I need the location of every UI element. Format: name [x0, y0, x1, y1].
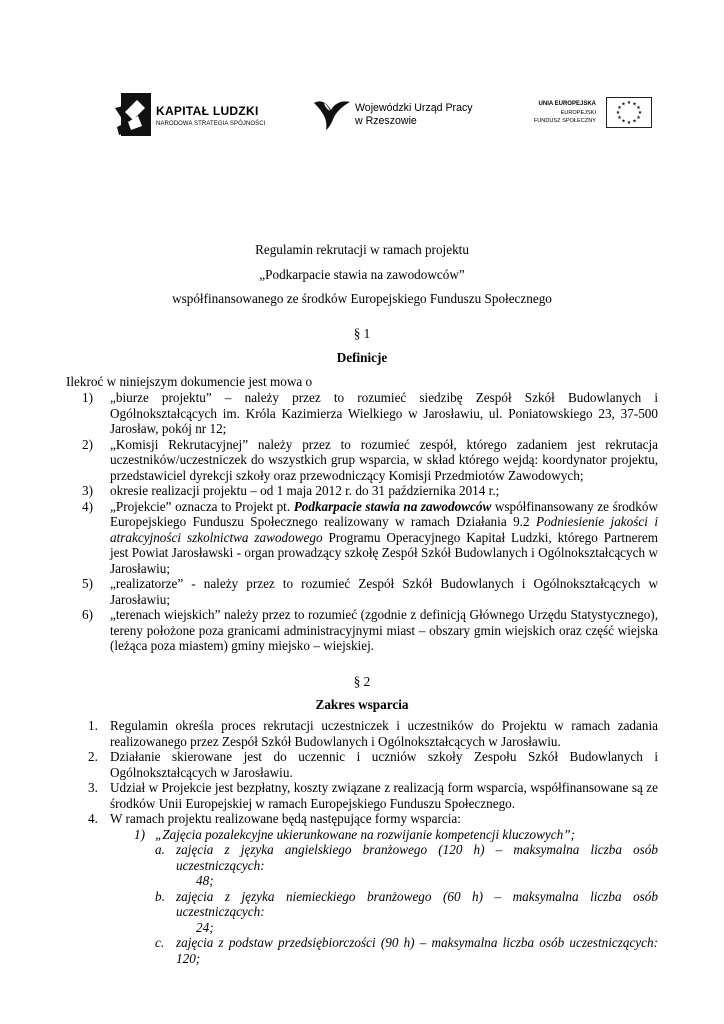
item-text: W ramach projektu realizowane będą następujące formy wsparcia: [110, 811, 461, 826]
svg-text:★: ★ [626, 100, 632, 106]
item-text: „Komisji Rekrutacyjnej” należy przez to rozumieć zespół, którego zadaniem jest rekrutacja uczestników/uczestniczek do wszystkich grup wsparcia, w skład którego wejdą: koordynator projektu, przedstawiciel dyrekcji szkoły oraz przewodniczący Komisji Przedmiotów Zawodowych; [110, 436, 658, 483]
svg-text:★: ★ [617, 105, 622, 111]
item-text: „biurze projektu” – należy przez to rozumieć siedzibę Zespół Szkół Budowlanych i Ogólnokształcących im. Króla Kazimierza Wielkiego w Jarosławiu, ul. Poniatowskiego 23, 37-500 Jarosław, pokój nr 12; [110, 390, 658, 436]
list-item [155, 889, 658, 936]
wup-line1: Wojewódzki Urząd Pracy [355, 102, 473, 114]
item-text: Udział w Projekcie jest bezpłatny, koszty związane z realizacją form wsparcia, współfinansowane są ze środków Unii Europejskiej w ramach Europejskiego Funduszu Społecznego. [110, 780, 658, 811]
project-name: Podkarpacie stawia na zawodowców [293, 498, 492, 514]
eu-line2: EUROPEJSKI [560, 109, 596, 116]
svg-text:★: ★ [617, 115, 622, 121]
item-text-c: współfinansowany ze środków Europejskiego Funduszu Społecznego realizowany w ramach Działania 9.2 [110, 498, 658, 529]
item-number: 5) [82, 576, 93, 591]
kapital-ludzki-title: KAPITAŁ LUDZKI [156, 104, 259, 118]
item-number: b. [155, 888, 165, 904]
document-title [0, 238, 724, 312]
item-number: 2. [88, 749, 98, 764]
item-text: okresie realizacji projektu – od 1 maja 2012 r. do 31 października 2014 r.; [110, 483, 500, 498]
item-text: Regulamin określa proces rekrutacji uczestniczek i uczestników do Projektu w ramach zadania realizowanego przez Zespół Szkół Budowlanych i Ogólnokształcących w Jarosławiu. [110, 718, 658, 749]
list-item [88, 780, 658, 811]
eu-stars-icon [607, 98, 651, 127]
section-1-intro: Ilekroć w niniejszym dokumencie jest mowa o [66, 374, 313, 389]
svg-text:★: ★ [632, 101, 637, 108]
list-item [82, 607, 658, 654]
kapital-ludzki-logo [115, 92, 285, 137]
list-item [88, 718, 658, 749]
list-item [155, 842, 658, 889]
item-number: 1. [88, 718, 98, 733]
svg-text:★: ★ [621, 118, 626, 125]
section-2-mark: § 2 [353, 674, 371, 689]
list-item [155, 935, 658, 966]
list-item [88, 749, 658, 780]
eu-line1: UNIA EUROPEJSKA [538, 101, 596, 107]
svg-text:★: ★ [636, 115, 641, 121]
item-number: 4) [82, 498, 93, 514]
item-text-e: Programu Operacyjnego Kapitał Ludzki, którego Partnerem jest Powiat Jarosławski - organ prowadzący szkołę Zespół Szkół Budowlanych i Ogólnokształcących w Jarosławiu; [110, 529, 658, 576]
list-item [88, 811, 658, 966]
support-form-title: „Zajęcia pozalekcyjne ukierunkowane na rozwijanie kompetencji kluczowych”; [155, 826, 575, 842]
item-number: 3. [88, 780, 98, 795]
item-text: „realizatorze” - należy przez to rozumieć Zespół Szkół Budowlanych i Ogólnokształcących w Jarosławiu; [110, 576, 658, 607]
eu-text [534, 100, 596, 126]
item-text: „terenach wiejskich” należy przez to rozumieć (zgodnie z definicją Głównego Urzędu Statystycznego), tereny położone poza granicami administracyjnymi miast – obszary gmin wiejskich oraz część wiejska (leżąca poza miastem) gminy miejsko – wiejskiej. [110, 607, 658, 653]
item-number: 4. [88, 811, 98, 826]
list-item [82, 499, 658, 577]
list-item [134, 827, 658, 967]
item-number: c. [155, 935, 165, 950]
item-number: 6) [82, 607, 93, 622]
item-number: a. [155, 842, 165, 857]
eu-line3: FUNDUSZ SPOŁECZNY [533, 118, 596, 125]
item-text: zajęcia z języka angielskiego branżowego (120 h) – maksymalna liczba osób uczestniczących: [176, 842, 658, 873]
wup-logo [312, 97, 492, 132]
svg-text:★: ★ [626, 120, 632, 126]
item-number: 3) [82, 483, 93, 498]
definitions-list [82, 390, 658, 654]
svg-text:★: ★ [637, 110, 643, 116]
title-line-2: „Podkarpacie stawia na zawodowców” [259, 266, 465, 282]
scope-list [88, 718, 658, 966]
title-line-3: współfinansowanego ze środków Europejskiego Funduszu Społecznego [172, 291, 552, 306]
item-text-a: „Projekcie” oznacza to Projekt pt. [110, 498, 294, 514]
item-number: 1) [82, 390, 93, 405]
item-text: zajęcia z języka niemieckiego branżowego (60 h) – maksymalna liczba osób uczestniczących: [176, 888, 658, 919]
list-item [82, 437, 658, 484]
section-1-mark: § 1 [353, 326, 371, 341]
section-2-heading: Zakres wsparcia [315, 697, 409, 712]
svg-text:★: ★ [615, 110, 621, 116]
item-text: Działanie skierowane jest do uczennic i uczniów szkoły Zespołu Szkół Budowlanych i Ogólnokształcących w Jarosławiu. [110, 749, 658, 780]
list-item [82, 390, 658, 437]
item-number: 1) [134, 826, 145, 842]
measure-name: Podniesienie jakości i atrakcyjności szkolnictwa zawodowego [110, 514, 658, 545]
classes-list [155, 842, 658, 966]
section-1-heading: Definicje [336, 350, 388, 365]
kapital-ludzki-subtitle: NARODOWA STRATEGIA SPÓJNOŚCI [156, 121, 266, 127]
item-text: zajęcia z podstaw przedsiębiorczości (90 h) – maksymalna liczba osób uczestniczących: 120; [176, 935, 658, 966]
list-item [82, 483, 658, 499]
wup-bird-icon [312, 97, 352, 131]
eu-flag-icon [606, 97, 652, 128]
title-line-1: Regulamin rekrutacji w ramach projektu [255, 242, 469, 257]
eu-logo [530, 97, 652, 129]
svg-text:★: ★ [621, 101, 626, 108]
item-continuation: 24; [196, 919, 214, 935]
list-item [82, 576, 658, 607]
wup-line2: w Rzeszowie [355, 115, 417, 127]
wup-text [355, 102, 473, 128]
kapital-ludzki-emblem-icon [115, 92, 153, 137]
support-forms-list [110, 827, 658, 967]
svg-text:★: ★ [632, 118, 637, 125]
svg-text:★: ★ [636, 105, 641, 111]
item-number: 2) [82, 436, 93, 452]
item-continuation: 48; [196, 873, 214, 888]
